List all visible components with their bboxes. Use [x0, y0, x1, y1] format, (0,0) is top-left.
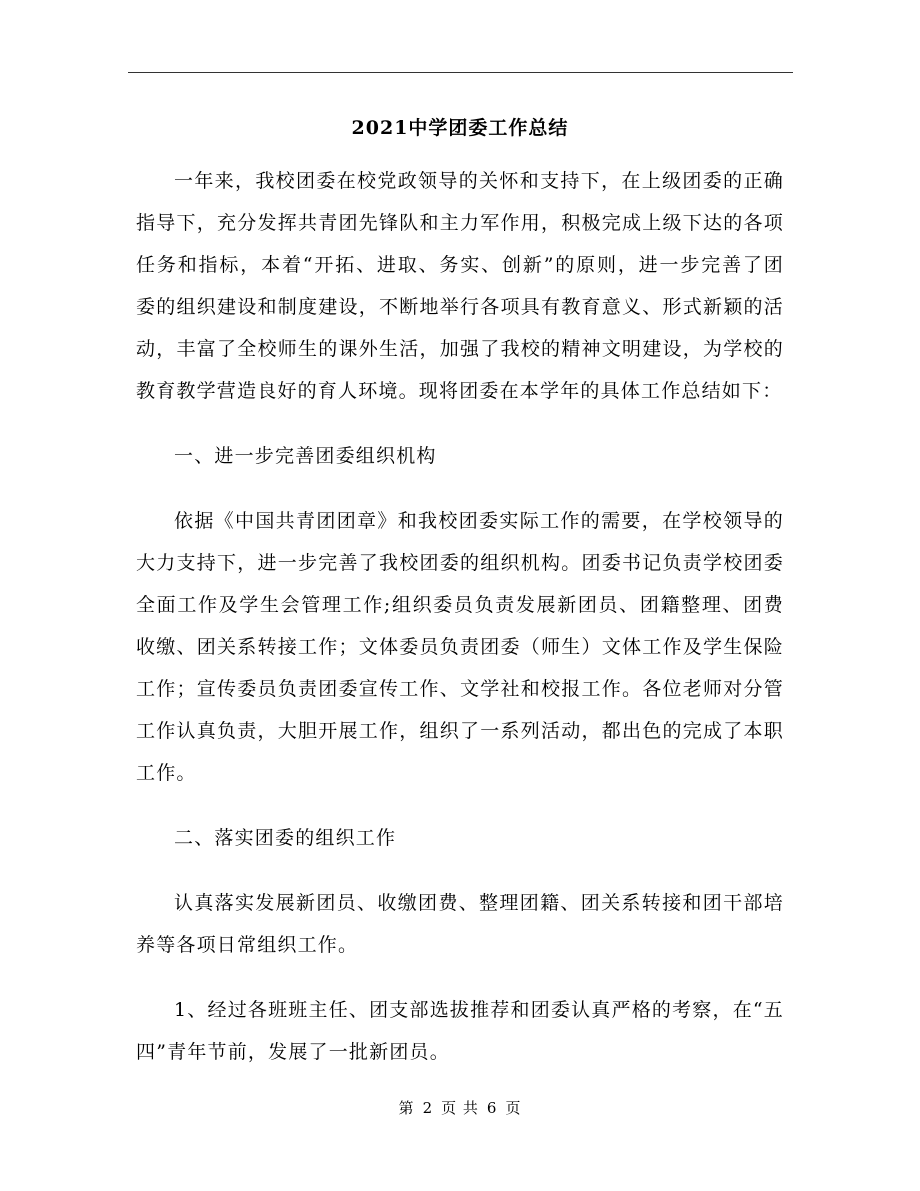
paragraph-daily-work: 认真落实发展新团员、收缴团费、整理团籍、团关系转接和团干部培养等各项日常组织工作。: [136, 892, 784, 956]
footer-total-pages: 6: [486, 1099, 498, 1117]
section-heading-1: 一、进一步完善团委组织机构: [174, 445, 437, 467]
paragraph-organization: 依据《中国共青团团章》和我校团委实际工作的需要，在学校领导的大力支持下，进一步完善了我校团委的组织机构。团委书记负责学校团委全面工作及学生会管理工作;组织委员负责发展新团员、团籍整理、团费收缴、团关系转接工作；文体委员负责团委（师生）文体工作及学生保险工作；宣传委员负责团委宣传工作、文学社和校报工作。各位老师对分管工作认真负责，大胆开展工作，组织了一系列活动，都出色的完成了本职工作。: [136, 510, 784, 784]
paragraph-intro: 一年来，我校团委在校党政领导的关怀和支持下，在上级团委的正确指导下，充分发挥共青团先锋队和主力军作用，积极完成上级下达的各项任务和指标，本着“开拓、进取、务实、创新”的原则，进一步完善了团委的组织建设和制度建设，不断地举行各项具有教育意义、形式新颖的活动，丰富了全校师生的课外生活，加强了我校的精神文明建设，为学校的教育教学营造良好的育人环境。现将团委在本学年的具体工作总结如下：: [136, 170, 784, 402]
footer-current-page: 2: [422, 1099, 434, 1117]
paragraph-gap: [136, 794, 784, 817]
document-title: 2021中学团委工作总结: [351, 117, 569, 139]
document-body: [136, 160, 784, 1073]
header-rule: [128, 72, 793, 73]
section-heading-2: 二、落实团委的组织工作: [174, 827, 397, 849]
page-footer: [0, 1097, 920, 1118]
paragraph-gap: [136, 412, 784, 435]
paragraph-gap: [136, 966, 784, 989]
paragraph-gap: [136, 477, 784, 500]
paragraph-new-members: 1、经过各班班主任、团支部选拔推荐和团委认真严格的考察，在“五四”青年节前，发展了一批新团员。: [136, 999, 785, 1063]
paragraph-gap: [136, 859, 784, 882]
footer-prefix: 第: [398, 1099, 415, 1117]
footer-middle: 页 共: [441, 1099, 479, 1117]
footer-suffix: 页: [505, 1099, 522, 1117]
